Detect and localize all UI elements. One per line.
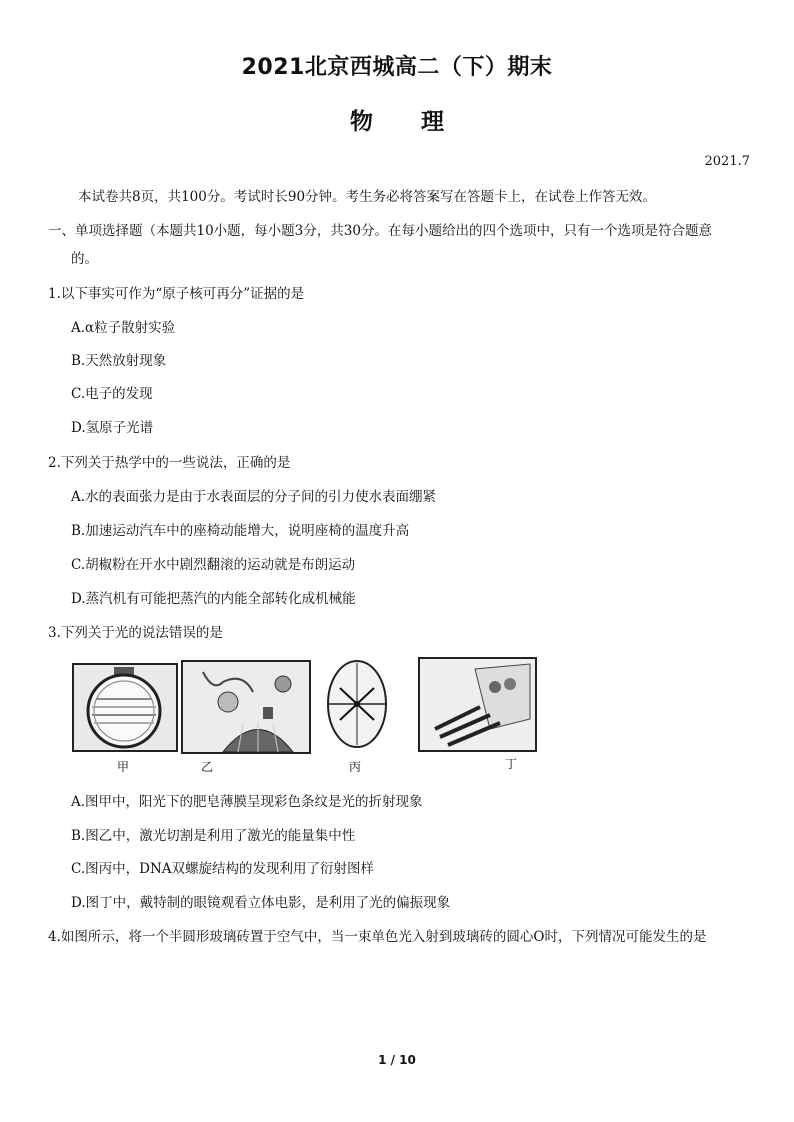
question-2-option-b: B.加速运动汽车中的座椅动能增大，说明座椅的温度升高 (71, 523, 410, 539)
figure-bing-dna-diffraction (326, 658, 388, 750)
question-3-option-b: B.图乙中，激光切割是利用了激光的能量集中性 (71, 828, 356, 844)
3d-cinema-illustration (420, 659, 535, 750)
question-1-stem: 1.以下事实可作为“原子核可再分”证据的是 (48, 286, 305, 302)
subject-title (0, 103, 794, 136)
question-2-stem: 2.下列关于热学中的一些说法，正确的是 (48, 455, 291, 471)
figure-label-ding: 丁 (504, 757, 517, 771)
exam-title: 2021北京西城高二（下）期末 (241, 55, 553, 80)
subject-char-2: 理 (421, 109, 444, 135)
question-4-stem: 4.如图所示，将一个半圆形玻璃砖置于空气中，当一束单色光入射到玻璃砖的圆心O时，下列情况可能发生的是 (48, 929, 707, 945)
figure-label-bing: 丙 (348, 760, 361, 774)
question-2-option-a: A.水的表面张力是由于水表面层的分子间的引力使水表面绷紧 (71, 489, 437, 505)
question-3-option-a: A.图甲中，阳光下的肥皂薄膜呈现彩色条纹是光的折射现象 (71, 794, 423, 810)
figure-label-jia: 甲 (116, 760, 129, 774)
question-2-option-d: D.蒸汽机有可能把蒸汽的内能全部转化成机械能 (71, 591, 356, 607)
question-3-option-c: C.图丙中，DNA双螺旋结构的发现利用了衍射图样 (71, 861, 375, 877)
exam-date: 2021.7 (704, 154, 750, 169)
page-number: 1 / 10 (378, 1053, 416, 1067)
laser-cutting-illustration (183, 662, 309, 752)
question-1-option-a: A.α粒子散射实验 (71, 320, 176, 336)
question-1-option-d: D.氢原子光谱 (71, 420, 154, 436)
section-heading-line2: 的。 (71, 251, 98, 267)
question-3-stem: 3.下列关于光的说法错误的是 (48, 625, 223, 641)
question-1-option-b: B.天然放射现象 (71, 353, 167, 369)
figure-ding-3d-glasses (418, 657, 537, 752)
instructions: 本试卷共8页，共100分。考试时长90分钟。考生务必将答案写在答题卡上，在试卷上作答无效。 (78, 189, 657, 205)
question-3-option-d: D.图丁中，戴特制的眼镜观看立体电影，是利用了光的偏振现象 (71, 895, 451, 911)
subject-char-1: 物 (350, 109, 373, 135)
question-1-option-c: C.电子的发现 (71, 386, 153, 402)
figure-jia-soap-film (72, 663, 178, 752)
soap-film-illustration (74, 665, 176, 750)
section-heading-line1: 一、单项选择题（本题共10小题，每小题3分，共30分。在每小题给出的四个选项中，只有一个选项是符合题意 (48, 223, 712, 239)
figure-yi-laser-cutting (181, 660, 311, 754)
figure-label-yi: 乙 (200, 760, 213, 774)
dna-diffraction-illustration (326, 658, 388, 750)
question-2-option-c: C.胡椒粉在开水中剧烈翻滚的运动就是布朗运动 (71, 557, 356, 573)
